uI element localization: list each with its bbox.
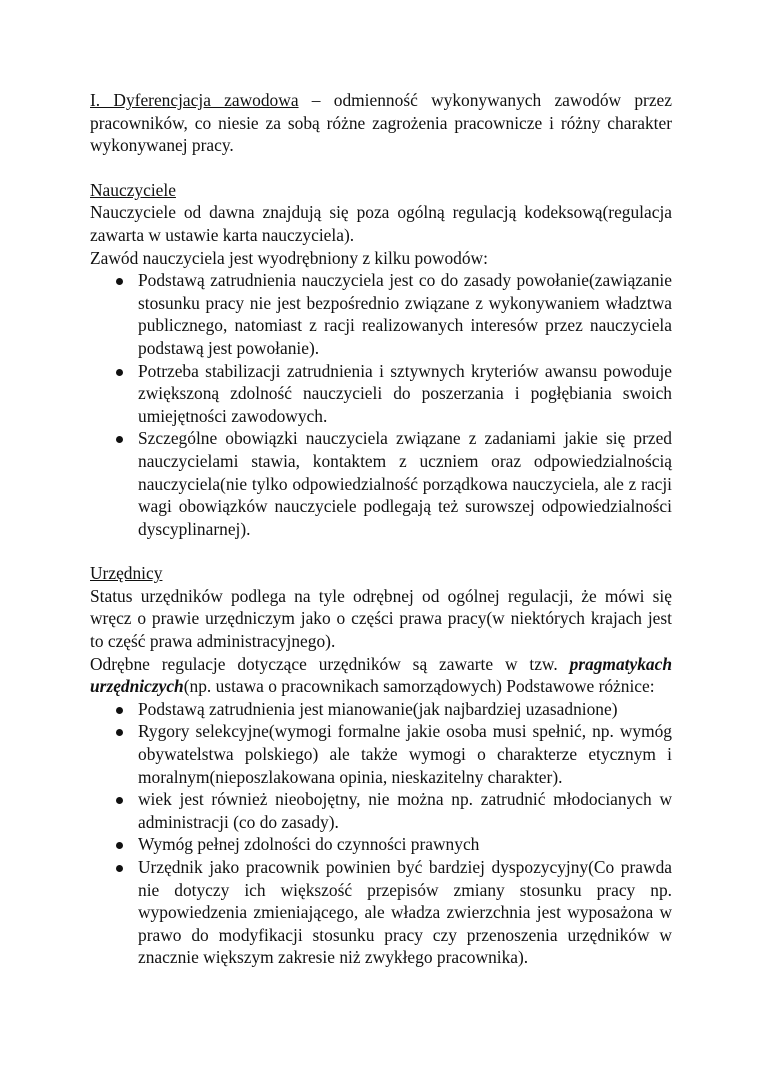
section-1-text: – odmienność wykonywanych zawodów przez pracowników, co niesie za sobą różne zagrożenia pracownicze i różny charakter wykonywanej pracy. — [90, 90, 672, 156]
list-item: Szczególne obowiązki nauczyciela związane z zadaniami jakie się przed nauczycielami stawia, kontaktem z uczniem oraz odpowiedzialnością nauczyciela(nie tylko odpowiedzialność porządkowa nauczyciela, ale z racji wagi obowiązków nauczyciele podlegają też surowszej odpowiedzialności dyscyplinarnej). — [90, 427, 672, 540]
officials-para2-emphasis: pragmatykach urzędniczych — [90, 653, 672, 697]
list-item: Wymóg pełnej zdolności do czynności prawnych — [90, 833, 672, 856]
list-item: Urzędnik jako pracownik powinien być bardziej dyspozycyjny(Co prawda nie dotyczy ich większość przepisów zmiany stosunku pracy np. wypowiedzenia zmieniającego, ale władza zwierzchnia jest wyposażona w prawo do modyfikacji stosunku pracy czy przenoszenia urzędników w znacznie większym zakresie niż zwykłego pracownika). — [90, 856, 672, 969]
officials-para2-after: (np. ustawa o pracownikach samorządowych) Podstawowe różnice: — [183, 676, 655, 697]
officials-intro: Status urzędników podlega na tyle odrębnej od ogólnej regulacji, że mówi się wręcz o prawie urzędniczym jako o części prawa pracy(w niektórych krajach jest to część prawa administracyjnego). — [90, 585, 672, 652]
section-1-paragraph — [90, 89, 672, 157]
list-item: Podstawą zatrudnienia jest mianowanie(jak najbardziej uzasadnione) — [90, 698, 672, 721]
officials-list — [90, 698, 672, 969]
list-item: wiek jest również nieobojętny, nie można np. zatrudnić młodocianych w administracji (co do zasady). — [90, 788, 672, 833]
list-item: Podstawą zatrudnienia nauczyciela jest co do zasady powołanie(zawiązanie stosunku pracy nie jest bezpośrednio związane z wykonywaniem władztwa publicznego, natomiast z racji realizowanych interesów przez nauczyciela podstawą jest powołanie). — [90, 269, 672, 359]
teachers-reasons-intro: Zawód nauczyciela jest wyodrębniony z kilku powodów: — [90, 247, 488, 268]
teachers-intro: Nauczyciele od dawna znajdują się poza ogólną regulacją kodeksową(regulacja zawarta w ustawie karta nauczyciela). — [90, 202, 672, 245]
teachers-list — [90, 269, 672, 540]
teachers-heading: Nauczyciele — [90, 179, 176, 200]
officials-heading: Urzędnicy — [90, 563, 163, 584]
list-item: Potrzeba stabilizacji zatrudnienia i sztywnych kryteriów awansu powoduje zwiększoną zdolność nauczycieli do poszerzania i pogłębiania swoich umiejętności zawodowych. — [90, 360, 672, 428]
officials-para2-before: Odrębne regulacje dotyczące urzędników są zawarte w tzw. — [90, 653, 570, 674]
section-1-title: I. Dyferencjacja zawodowa — [90, 90, 299, 110]
officials-paragraph-2 — [90, 653, 672, 698]
list-item: Rygory selekcyjne(wymogi formalne jakie osoba musi spełnić, np. wymóg obywatelstwa polskiego) ale także wymogi o charakterze etycznym i moralnym(nieposzlakowana opinia, nieskazitelny charakter). — [90, 720, 672, 788]
